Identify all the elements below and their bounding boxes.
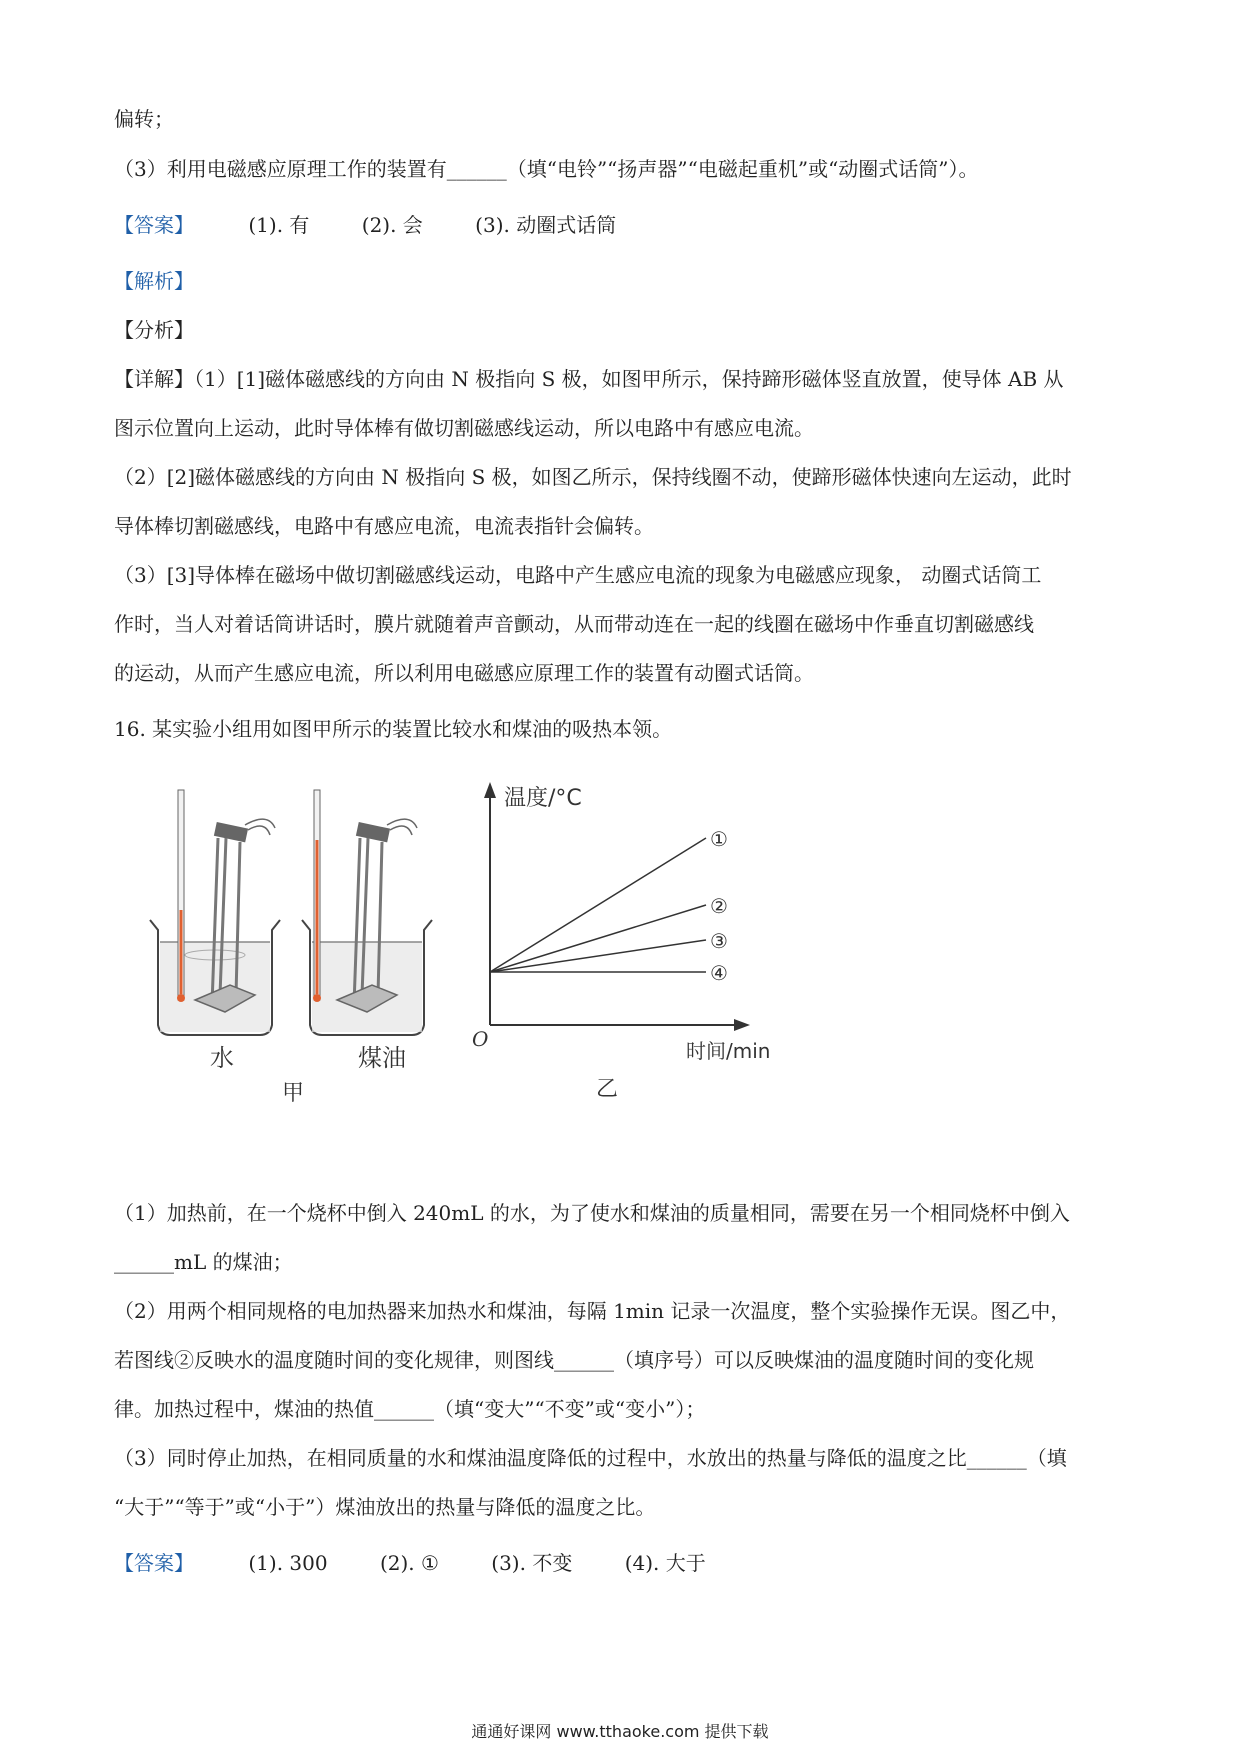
question-3-text: （3）利用电磁感应原理工作的装置有______（填“电铃”“扬声器”“电磁起重机”或“动圈式话筒”）。: [114, 157, 979, 181]
answer-item: (1). 300: [248, 1551, 328, 1575]
page-footer: 通通好课网 www.tthaoke.com 提供下载: [471, 1722, 769, 1741]
answer-block-15: [114, 212, 1134, 238]
detail-line: 图示位置向上运动，此时导体棒有做切割磁感线运动，所以电路中有感应电流。: [114, 416, 814, 440]
answer-item: (2). ①: [379, 1551, 439, 1575]
answer-block-16: [114, 1550, 1134, 1576]
question-1-text: ______mL 的煤油；: [114, 1250, 293, 1274]
caption-jia: 甲: [282, 1081, 305, 1106]
detail-line: 作时，当人对着话筒讲话时，膜片就随着声音颤动，从而带动连在一起的线圈在磁场中作垂直切割磁感线: [114, 612, 1034, 636]
question-16-title: 16. 某实验小组用如图甲所示的装置比较水和煤油的吸热本领。: [114, 717, 673, 741]
answer-item: (1). 有: [248, 213, 310, 237]
caption-yi: 乙: [596, 1077, 619, 1102]
question-2-text: （2）用两个相同规格的电加热器来加热水和煤油，每隔 1min 记录一次温度，整个实验操作无误。图乙中，: [114, 1299, 1071, 1323]
answer-item: (2). 会: [361, 213, 423, 237]
analysis-tag: 【解析】: [114, 269, 194, 293]
detail-line: 【详解】（1）[1]磁体磁感线的方向由 N 极指向 S 极，如图甲所示，保持蹄形磁体竖直放置，使导体 AB 从: [114, 367, 1064, 391]
line-label-2: ②: [710, 894, 728, 918]
graph-line-2: [490, 905, 706, 972]
question-3-text: （3）同时停止加热，在相同质量的水和煤油温度降低的过程中，水放出的热量与降低的温度之比______（填: [114, 1446, 1067, 1470]
beaker-water-icon: [150, 790, 280, 1035]
answer-tag: 【答案】: [114, 1551, 194, 1575]
label-kerosene: 煤油: [358, 1044, 406, 1072]
answer-tag: 【答案】: [114, 213, 194, 237]
line-label-4: ④: [710, 961, 728, 985]
y-axis-label: 温度/°C: [504, 786, 582, 811]
graph-line-3: [490, 940, 706, 972]
temperature-graph: [472, 782, 770, 1102]
label-water: 水: [210, 1044, 234, 1072]
detail-line: 导体棒切割磁感线，电路中有感应电流，电流表指针会偏转。: [114, 514, 654, 538]
answer-item: (4). 大于: [624, 1551, 706, 1575]
text-line: 偏转；: [114, 107, 174, 131]
question-2-text: 律。加热过程中，煤油的热值______（填“变大”“不变”或“变小”）；: [114, 1397, 706, 1421]
x-axis-label: 时间/min: [686, 1039, 771, 1063]
question-1-text: （1）加热前，在一个烧杯中倒入 240mL 的水，为了使水和煤油的质量相同，需要在另一个相同烧杯中倒入: [114, 1201, 1070, 1225]
breakdown-tag: 【分析】: [114, 318, 194, 342]
line-label-1: ①: [710, 827, 728, 851]
detail-line: （2）[2]磁体磁感线的方向由 N 极指向 S 极，如图乙所示，保持线圈不动，使蹄形磁体快速向左运动，此时: [114, 465, 1072, 489]
experiment-figure: [130, 780, 810, 1110]
origin-label: O: [472, 1027, 489, 1051]
graph-line-1: [490, 838, 706, 972]
answer-item: (3). 不变: [491, 1551, 573, 1575]
question-2-text: 若图线②反映水的温度随时间的变化规律，则图线______（填序号）可以反映煤油的温度随时间的变化规: [114, 1348, 1034, 1372]
beaker-kerosene-icon: [302, 790, 432, 1035]
detail-line: （3）[3]导体棒在磁场中做切割磁感线运动，电路中产生感应电流的现象为电磁感应现象， 动圈式话筒工: [114, 563, 1042, 587]
question-3-text: “大于”“等于”或“小于”）煤油放出的热量与降低的温度之比。: [114, 1495, 656, 1519]
answer-item: (3). 动圈式话筒: [475, 213, 617, 237]
line-label-3: ③: [710, 929, 728, 953]
detail-line: 的运动，从而产生感应电流，所以利用电磁感应原理工作的装置有动圈式话筒。: [114, 661, 814, 685]
